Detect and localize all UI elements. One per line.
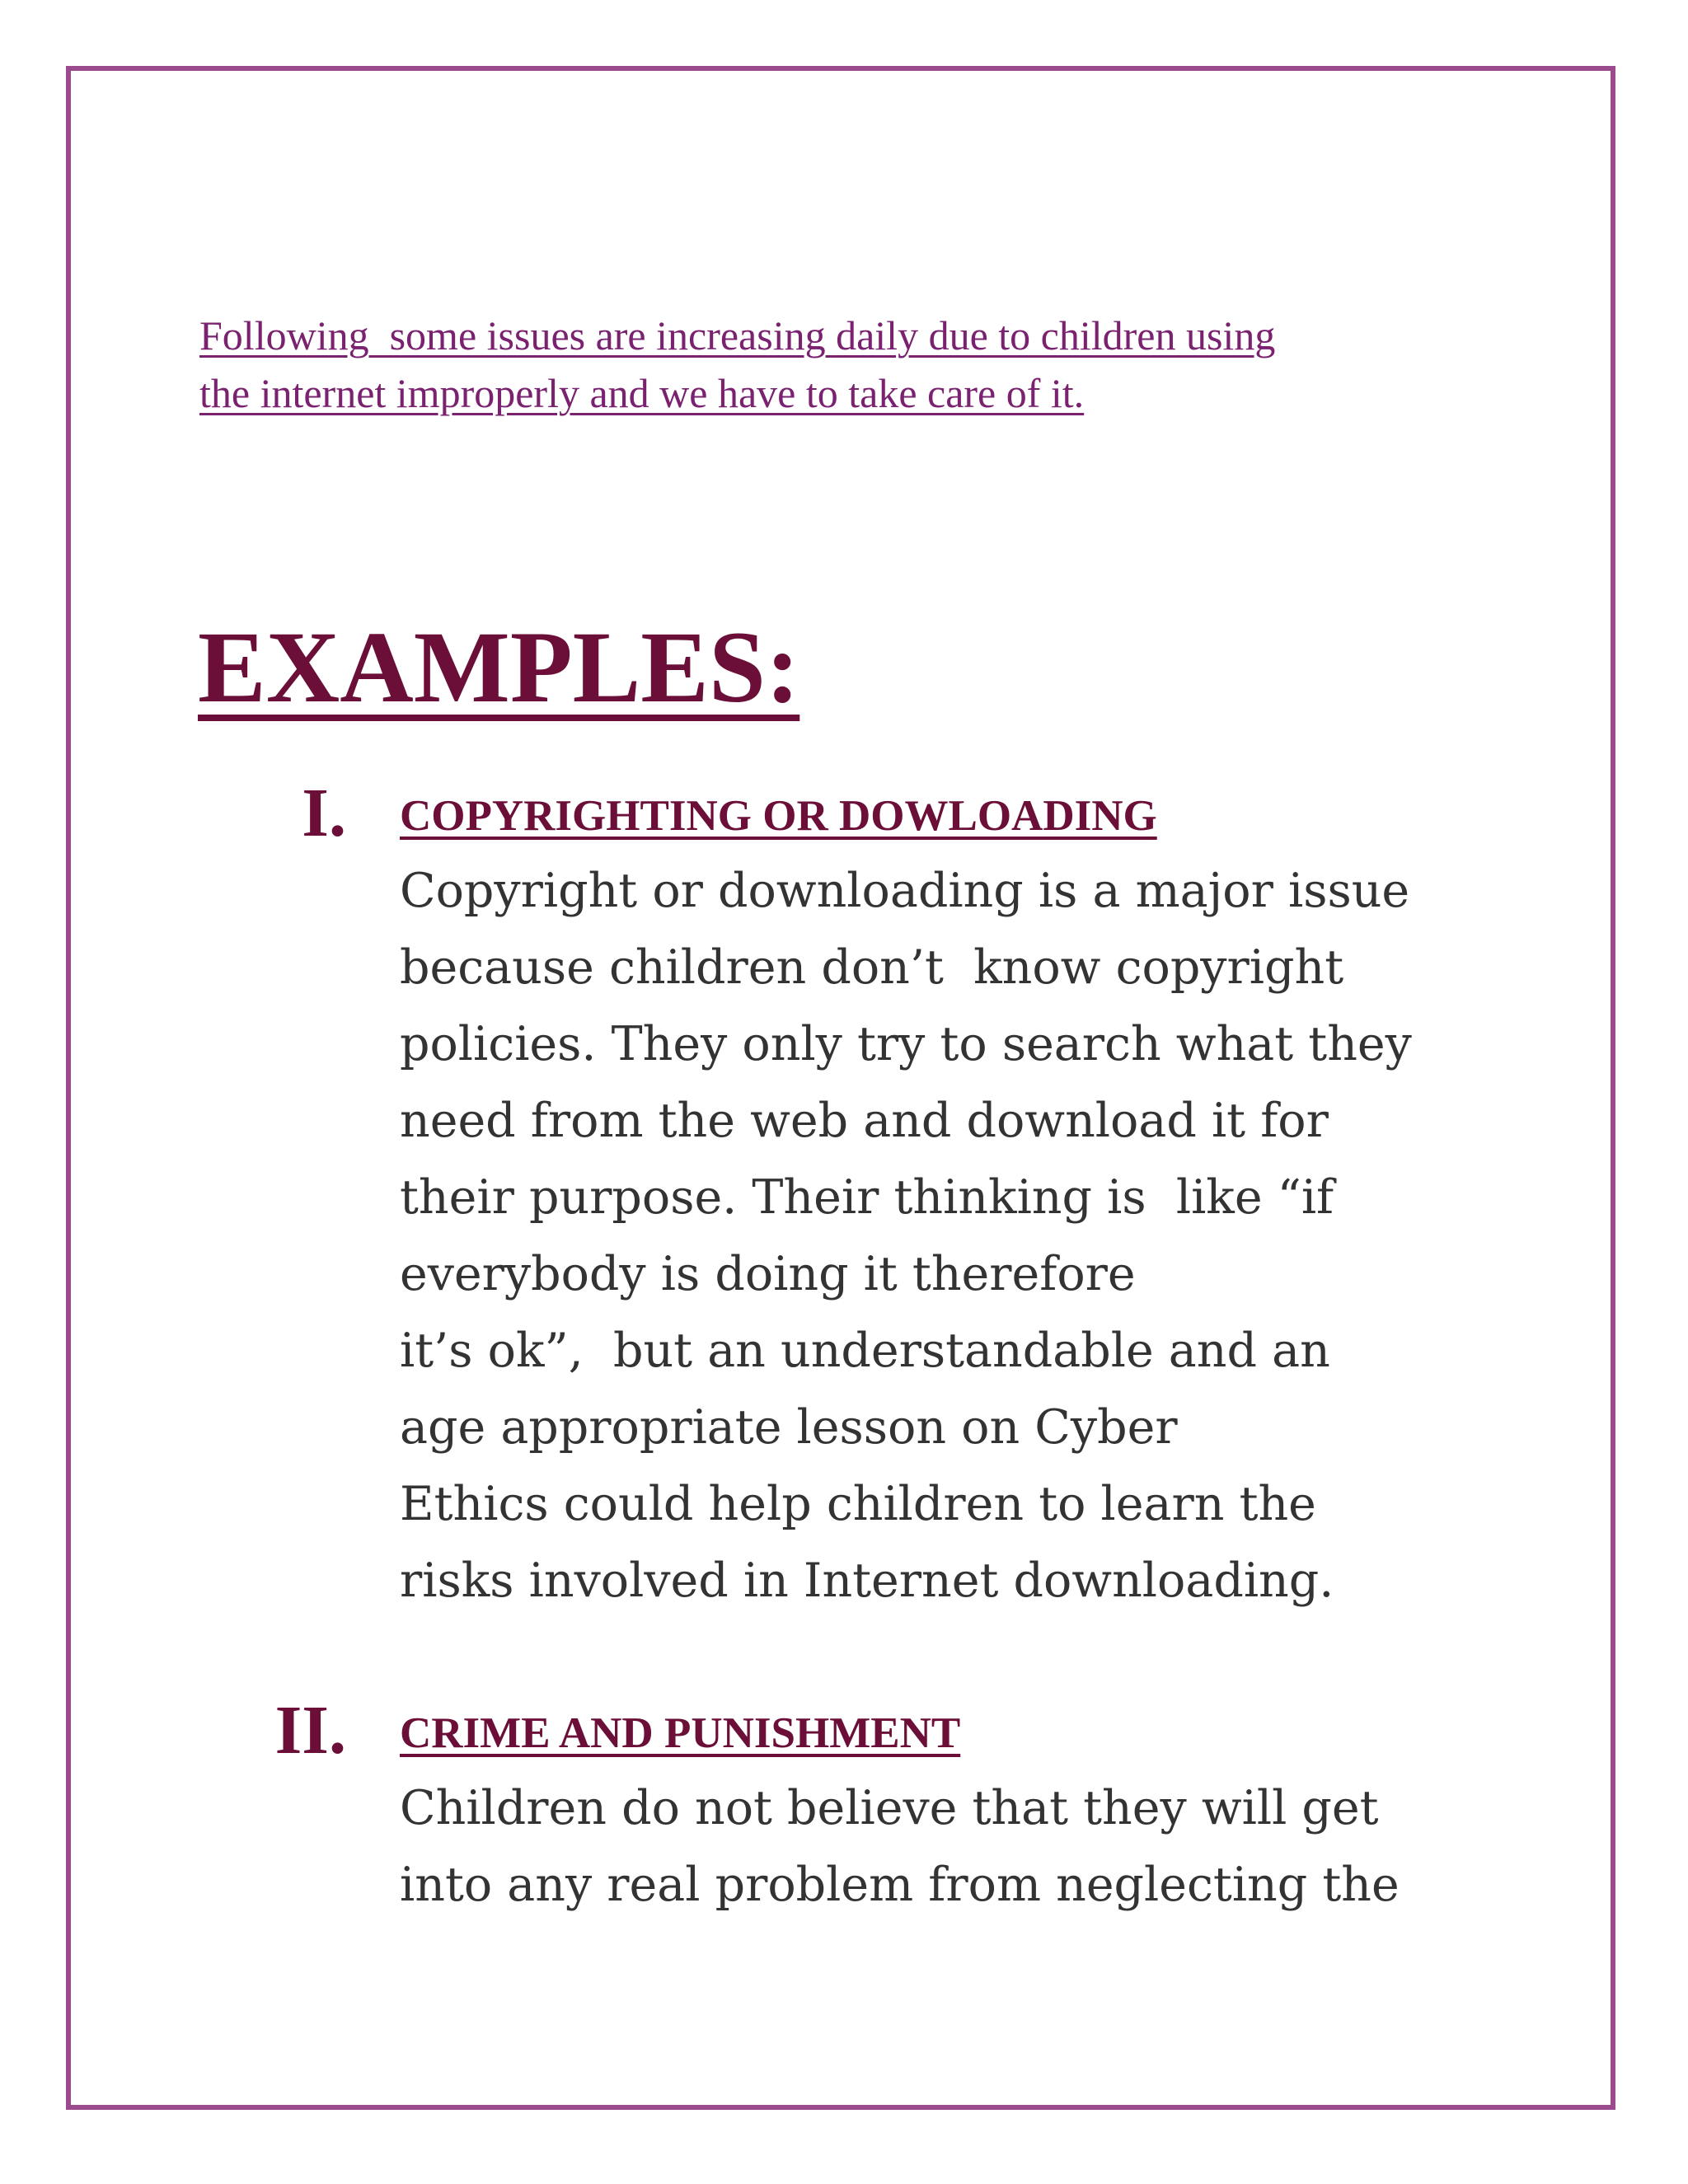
item-body-copyrighting bbox=[400, 853, 1570, 1619]
intro-line: the internet improperly and we have to take care of it. bbox=[199, 370, 1085, 416]
body-line: because children don’t know copyright bbox=[400, 940, 1344, 995]
body-line: everybody is doing it therefore bbox=[400, 1247, 1136, 1301]
body-line: Children do not believe that they will get bbox=[400, 1781, 1379, 1835]
item-body-crime bbox=[400, 1770, 1570, 1924]
body-line: policies. They only try to search what they bbox=[400, 1017, 1412, 1071]
body-line: their purpose. Their thinking is like “if bbox=[400, 1170, 1334, 1225]
body-line: Copyright or downloading is a major issue bbox=[400, 864, 1410, 918]
body-line: Ethics could help children to learn the bbox=[400, 1477, 1316, 1531]
body-line: need from the web and download it for bbox=[400, 1094, 1329, 1148]
item-title-crime: CRIME AND PUNISHMENT bbox=[400, 1709, 961, 1757]
body-line: risks involved in Internet downloading. bbox=[400, 1554, 1334, 1608]
item-numeral: I. bbox=[302, 775, 346, 851]
intro-line: Following some issues are increasing daily due to children using bbox=[199, 312, 1276, 359]
body-line: it’s ok”, but an understandable and an bbox=[400, 1324, 1330, 1378]
examples-heading: EXAMPLES: bbox=[198, 611, 800, 724]
intro-paragraph bbox=[199, 307, 1584, 422]
item-numeral: II. bbox=[274, 1692, 346, 1769]
item-title-copyrighting: COPYRIGHTING OR DOWLOADING bbox=[400, 792, 1157, 840]
body-line: age appropriate lesson on Cyber bbox=[400, 1400, 1178, 1455]
body-line: into any real problem from neglecting the bbox=[400, 1858, 1400, 1912]
